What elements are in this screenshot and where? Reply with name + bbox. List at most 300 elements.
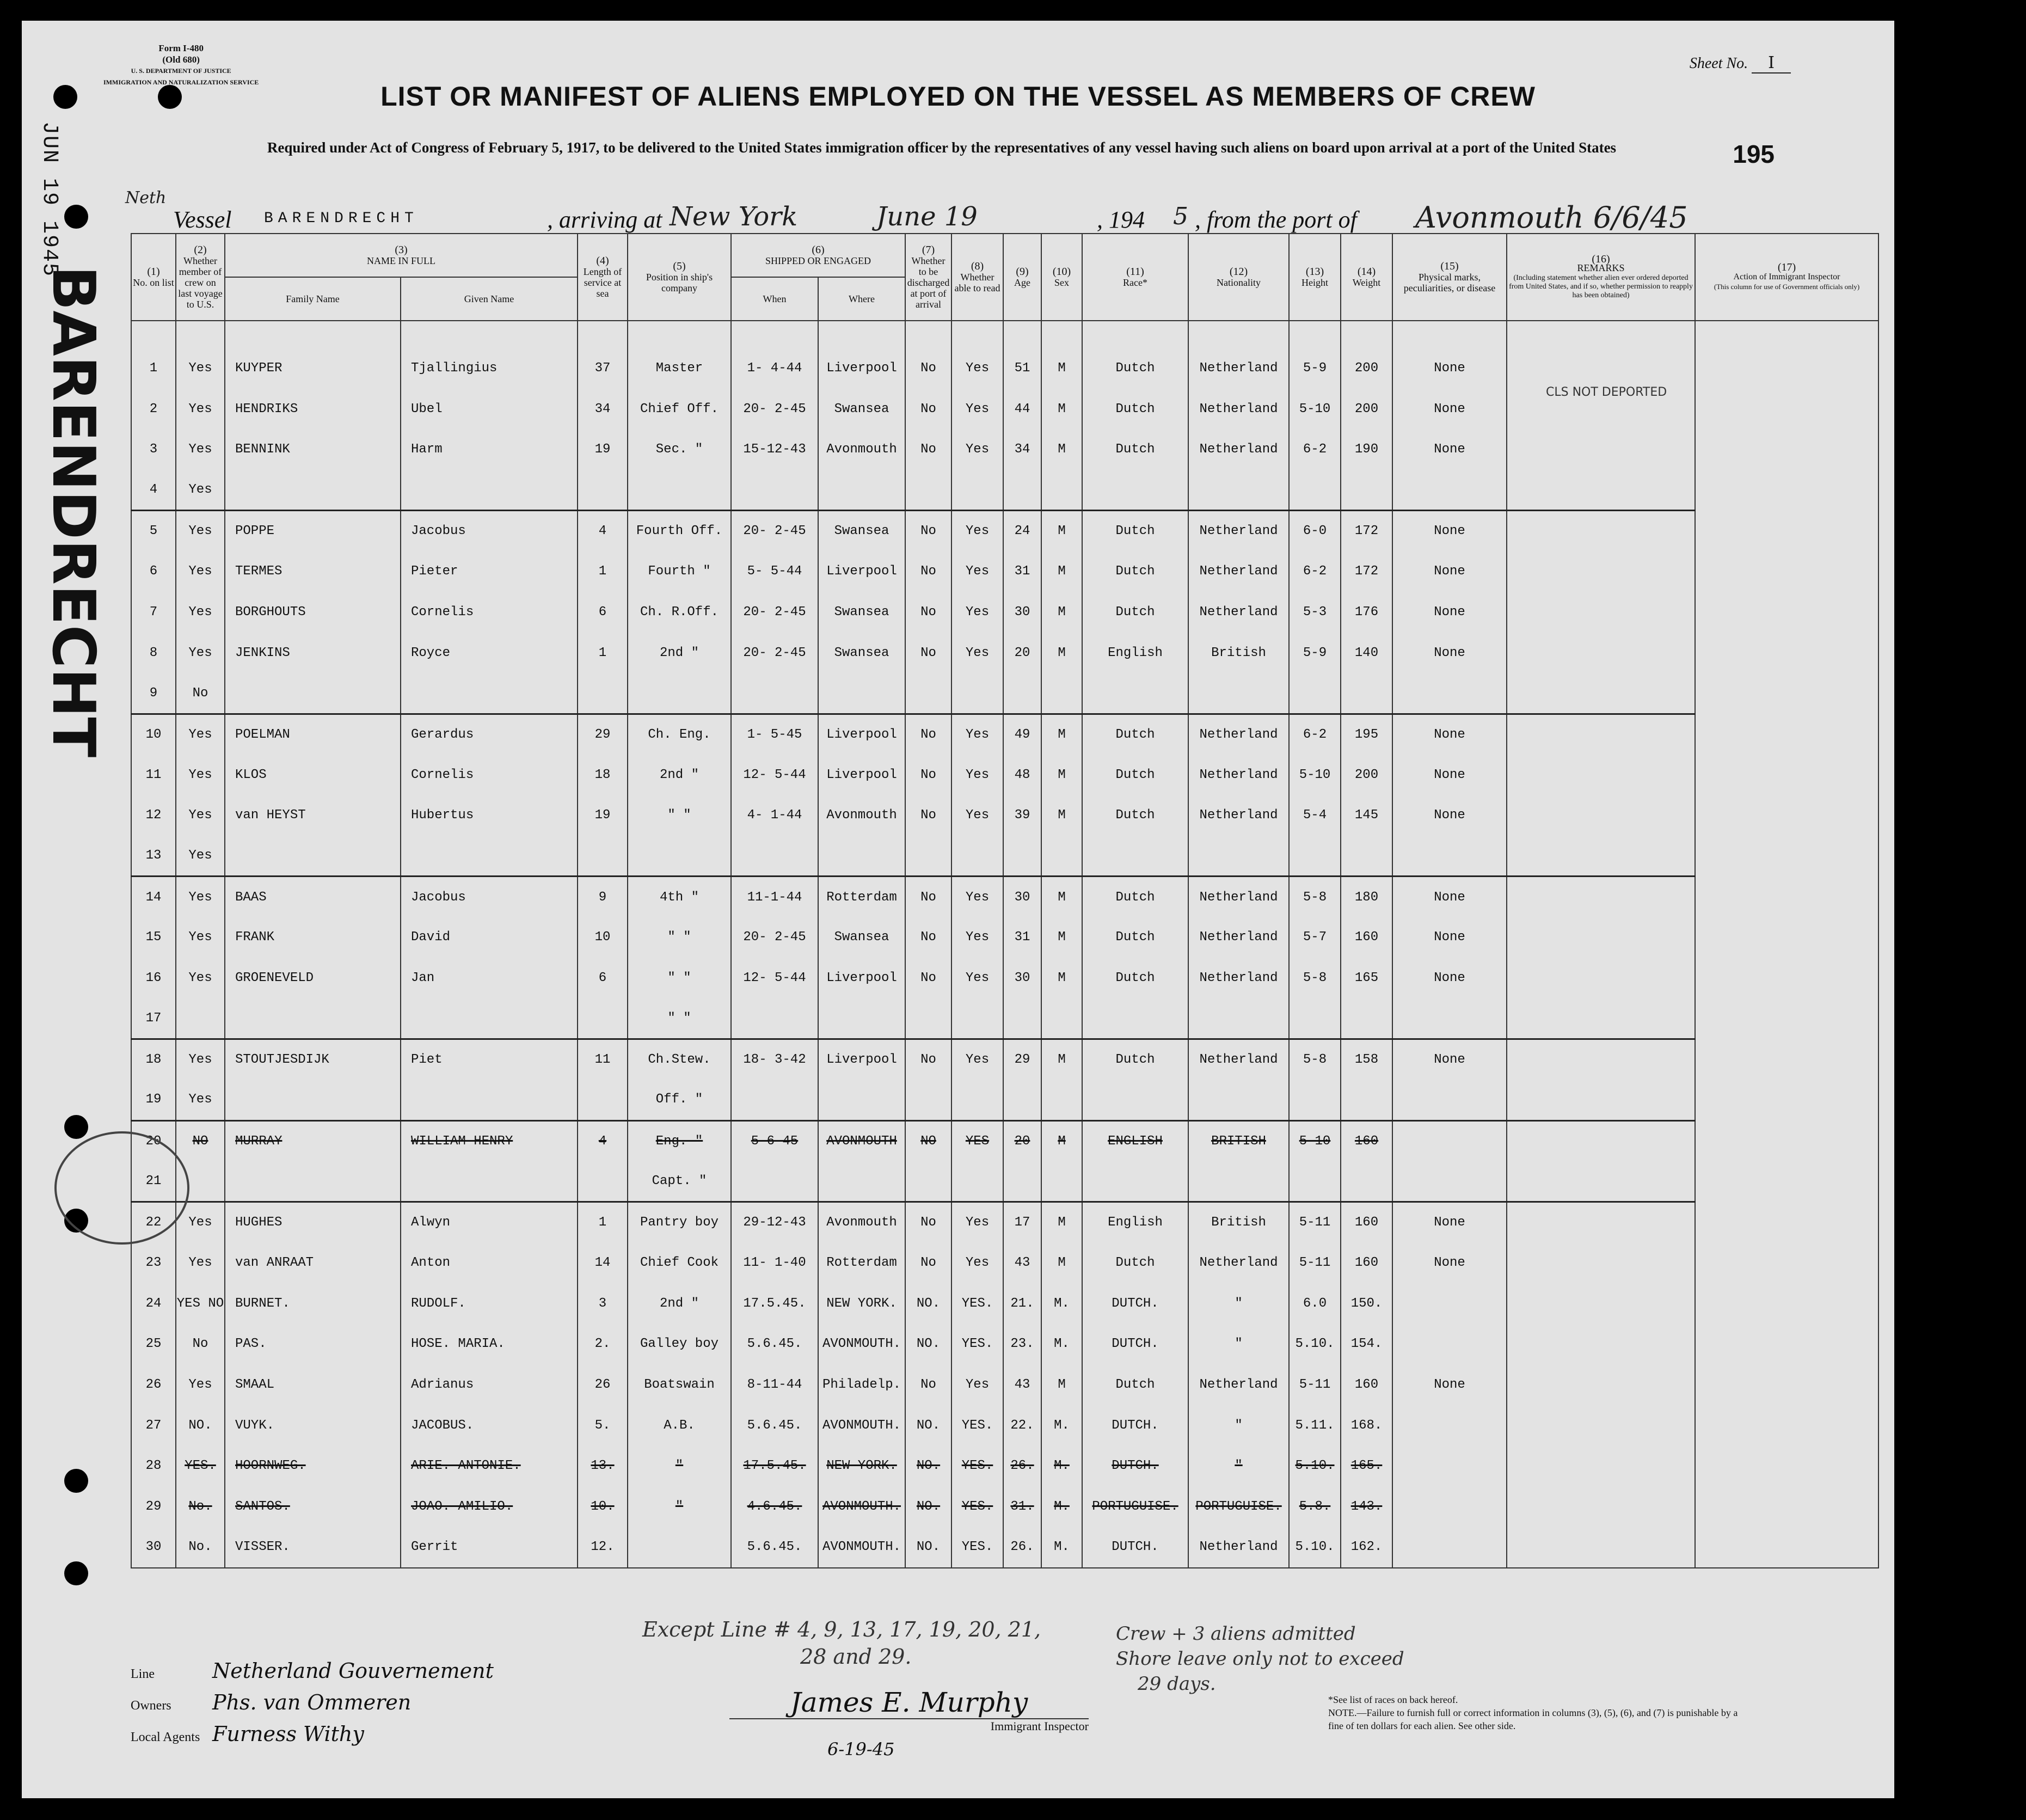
service-length — [578, 1161, 628, 1202]
height: 5-4 — [1289, 795, 1341, 836]
service-length — [578, 470, 628, 511]
prev-voyage: NO — [176, 1120, 225, 1161]
inspector-action-cell — [1695, 958, 1878, 998]
service-length: 13. — [578, 1446, 628, 1487]
sex — [1041, 998, 1082, 1039]
race: Dutch — [1082, 1364, 1188, 1405]
shipped-when: 20- 2-45 — [731, 389, 818, 430]
row-number: 14 — [131, 877, 176, 917]
physical-marks — [1392, 1405, 1507, 1446]
document-subtitle: Required under Act of Congress of February 5, 1917, to be delivered to the United States immigration officer by the representatives of any vessel having such aliens on board upon arrival at a port of the United States — [267, 139, 1617, 156]
sex: M — [1041, 1039, 1082, 1080]
nationality: Netherland — [1188, 1527, 1289, 1568]
prev-voyage: Yes — [176, 877, 225, 917]
age: 31. — [1003, 1486, 1041, 1527]
col-header-family-name: Family Name — [225, 277, 401, 321]
family-name — [225, 470, 401, 511]
discharged — [905, 673, 951, 714]
col-header-no: (1) No. on list — [131, 234, 176, 321]
family-name: BAAS — [225, 877, 401, 917]
race: DUTCH. — [1082, 1283, 1188, 1324]
race: Dutch — [1082, 429, 1188, 470]
physical-marks: None — [1392, 511, 1507, 551]
family-name: HENDRIKS — [225, 389, 401, 430]
table-row — [131, 633, 1878, 673]
table-row — [131, 917, 1878, 958]
vessel-name: BARENDRECHT — [264, 210, 419, 227]
table-row — [131, 1161, 1878, 1202]
prev-voyage: Yes — [176, 633, 225, 673]
discharged: NO. — [905, 1446, 951, 1487]
table-row — [131, 1283, 1878, 1324]
race: Dutch — [1082, 389, 1188, 430]
row-number: 21 — [131, 1161, 176, 1202]
row-number: 3 — [131, 429, 176, 470]
weight: 200 — [1341, 389, 1392, 430]
given-name: Tjallingius — [401, 348, 578, 389]
remarks-cell — [1507, 917, 1695, 958]
discharged: NO. — [905, 1527, 951, 1568]
inspector-action-cell — [1695, 1039, 1878, 1080]
position: Chief Cook — [628, 1242, 731, 1283]
given-name: Harm — [401, 429, 578, 470]
height: 6-2 — [1289, 714, 1341, 755]
discharged — [905, 836, 951, 877]
given-name: Gerrit — [401, 1527, 578, 1568]
weight: 158 — [1341, 1039, 1392, 1080]
height: 5.10. — [1289, 1527, 1341, 1568]
shipped-where: AVONMOUTH. — [818, 1527, 905, 1568]
able-to-read — [951, 998, 1003, 1039]
height: 5-8 — [1289, 1039, 1341, 1080]
given-name: Alwyn — [401, 1202, 578, 1242]
weight: 195 — [1341, 714, 1392, 755]
shipped-where: Rotterdam — [818, 1242, 905, 1283]
family-name: TERMES — [225, 551, 401, 592]
inspector-action-cell — [1695, 389, 1878, 430]
able-to-read: Yes — [951, 795, 1003, 836]
table-row — [131, 1486, 1878, 1527]
service-length: 2. — [578, 1324, 628, 1365]
physical-marks — [1392, 1446, 1507, 1487]
shipped-when: 5-6-45 — [731, 1120, 818, 1161]
shipped-when: 20- 2-45 — [731, 592, 818, 633]
col-header-sex: (10) Sex — [1041, 234, 1082, 321]
punch-hole — [64, 1561, 88, 1585]
department: U. S. DEPARTMENT OF JUSTICE — [131, 67, 231, 75]
discharged: NO. — [905, 1405, 951, 1446]
prev-voyage: Yes — [176, 429, 225, 470]
family-name: KUYPER — [225, 348, 401, 389]
shipped-where — [818, 836, 905, 877]
position: Galley boy — [628, 1324, 731, 1365]
family-name: FRANK — [225, 917, 401, 958]
sex: M. — [1041, 1405, 1082, 1446]
able-to-read: Yes — [951, 917, 1003, 958]
table-row — [131, 551, 1878, 592]
sex: M — [1041, 551, 1082, 592]
discharged: No — [905, 917, 951, 958]
service-length: 29 — [578, 714, 628, 755]
given-name: David — [401, 917, 578, 958]
remarks-cell — [1507, 673, 1695, 714]
row-number: 15 — [131, 917, 176, 958]
col-header-height: (13) Height — [1289, 234, 1341, 321]
table-row — [131, 1364, 1878, 1405]
weight — [1341, 836, 1392, 877]
inspector-action-cell — [1695, 1527, 1878, 1568]
able-to-read: Yes — [951, 755, 1003, 795]
nationality — [1188, 1161, 1289, 1202]
inspector-action-cell — [1695, 998, 1878, 1039]
physical-marks — [1392, 998, 1507, 1039]
discharged: No — [905, 877, 951, 917]
able-to-read: YES. — [951, 1324, 1003, 1365]
manifest-sheet — [22, 21, 1894, 1798]
position: " " — [628, 917, 731, 958]
able-to-read: Yes — [951, 633, 1003, 673]
shore-leave-note: Shore leave only not to exceed — [1116, 1648, 1404, 1670]
given-name — [401, 836, 578, 877]
height — [1289, 470, 1341, 511]
physical-marks: None — [1392, 429, 1507, 470]
sex: M. — [1041, 1527, 1082, 1568]
discharged — [905, 998, 951, 1039]
discharged — [905, 470, 951, 511]
sex: M — [1041, 917, 1082, 958]
position — [628, 470, 731, 511]
nationality: Netherland — [1188, 795, 1289, 836]
able-to-read: YES. — [951, 1486, 1003, 1527]
shipped-when: 5.6.45. — [731, 1324, 818, 1365]
age — [1003, 673, 1041, 714]
row-number: 18 — [131, 1039, 176, 1080]
race: PORTUGUISE. — [1082, 1486, 1188, 1527]
prev-voyage: YES NO — [176, 1283, 225, 1324]
position: " " — [628, 958, 731, 998]
inspector-action-cell — [1695, 795, 1878, 836]
table-row — [131, 1324, 1878, 1365]
given-name — [401, 673, 578, 714]
inspector-action-cell — [1695, 1486, 1878, 1527]
nationality: " — [1188, 1405, 1289, 1446]
remarks-cell — [1507, 1242, 1695, 1283]
shipped-where — [818, 1161, 905, 1202]
table-row — [131, 795, 1878, 836]
table-row — [131, 1527, 1878, 1568]
able-to-read — [951, 836, 1003, 877]
family-name — [225, 836, 401, 877]
owners-label: Owners — [131, 1699, 171, 1713]
family-name: STOUTJESDIJK — [225, 1039, 401, 1080]
shipped-where: Swansea — [818, 389, 905, 430]
inspector-action-cell — [1695, 592, 1878, 633]
age: 49 — [1003, 714, 1041, 755]
nationality: Netherland — [1188, 755, 1289, 795]
age: 26. — [1003, 1527, 1041, 1568]
position: " — [628, 1486, 731, 1527]
given-name — [401, 998, 578, 1039]
height: 5-9 — [1289, 633, 1341, 673]
inspector-action-cell — [1695, 1446, 1878, 1487]
shipped-when: 18- 3-42 — [731, 1039, 818, 1080]
nationality: Netherland — [1188, 511, 1289, 551]
remarks-cell — [1507, 795, 1695, 836]
sex: M — [1041, 1120, 1082, 1161]
age: 29 — [1003, 1039, 1041, 1080]
nationality: Netherland — [1188, 348, 1289, 389]
race: Dutch — [1082, 1039, 1188, 1080]
shipped-when: 12- 5-44 — [731, 958, 818, 998]
sex: M — [1041, 389, 1082, 430]
able-to-read — [951, 1080, 1003, 1120]
height — [1289, 673, 1341, 714]
position: Ch.Stew. — [628, 1039, 731, 1080]
row-number: 13 — [131, 836, 176, 877]
remarks-cell — [1507, 1080, 1695, 1120]
family-name: POPPE — [225, 511, 401, 551]
height: 5-10 — [1289, 755, 1341, 795]
agents-value: Furness Withy — [212, 1722, 364, 1746]
discharged: No — [905, 633, 951, 673]
weight — [1341, 998, 1392, 1039]
row-number: 9 — [131, 673, 176, 714]
weight: 160 — [1341, 1364, 1392, 1405]
given-name: Jan — [401, 958, 578, 998]
days-note: 29 days. — [1138, 1673, 1216, 1695]
prev-voyage: Yes — [176, 389, 225, 430]
family-name: VISSER. — [225, 1527, 401, 1568]
physical-marks — [1392, 1527, 1507, 1568]
nationality: Netherland — [1188, 714, 1289, 755]
col-header-prev-voyage: (2) Whether member of crew on last voyage to U.S. — [176, 234, 225, 321]
shipped-when: 1- 4-44 — [731, 348, 818, 389]
shipped-when: 29-12-43 — [731, 1202, 818, 1242]
page-number: 195 — [1733, 140, 1775, 168]
remarks-cell — [1507, 1202, 1695, 1242]
remarks-cell — [1507, 1120, 1695, 1161]
nationality: Netherland — [1188, 877, 1289, 917]
race — [1082, 1161, 1188, 1202]
given-name: Ubel — [401, 389, 578, 430]
remarks-cell — [1507, 714, 1695, 755]
physical-marks: None — [1392, 1364, 1507, 1405]
given-name — [401, 1080, 578, 1120]
col-header-weight: (14) Weight — [1341, 234, 1392, 321]
weight: 143. — [1341, 1486, 1392, 1527]
shipped-where: AVONMOUTH. — [818, 1486, 905, 1527]
punch-hole — [64, 1469, 88, 1493]
prev-voyage: Yes — [176, 592, 225, 633]
position: Boatswain — [628, 1364, 731, 1405]
able-to-read: Yes — [951, 714, 1003, 755]
nationality: Netherland — [1188, 592, 1289, 633]
physical-marks: None — [1392, 877, 1507, 917]
able-to-read: Yes — [951, 592, 1003, 633]
shipped-where: Swansea — [818, 917, 905, 958]
nationality: Netherland — [1188, 551, 1289, 592]
weight: 150. — [1341, 1283, 1392, 1324]
row-number: 4 — [131, 470, 176, 511]
admission-note — [1116, 1621, 1404, 1696]
height — [1289, 836, 1341, 877]
sex: M — [1041, 592, 1082, 633]
service-length: 19 — [578, 795, 628, 836]
race: Dutch — [1082, 348, 1188, 389]
able-to-read — [951, 1161, 1003, 1202]
remarks-cell — [1507, 633, 1695, 673]
nationality: British — [1188, 633, 1289, 673]
family-name: SANTOS. — [225, 1486, 401, 1527]
family-name: VUYK. — [225, 1405, 401, 1446]
physical-marks: None — [1392, 1242, 1507, 1283]
able-to-read: Yes — [951, 958, 1003, 998]
remarks-cell — [1507, 1039, 1695, 1080]
remarks-cell — [1507, 1446, 1695, 1487]
service-length: 1 — [578, 633, 628, 673]
col-header-remarks: (16) REMARKS (Including statement whether alien ever ordered deported from United States, and if so, whether permission to reapply has been obtained) — [1507, 234, 1695, 321]
weight: 140 — [1341, 633, 1392, 673]
physical-marks: None — [1392, 755, 1507, 795]
sex: M — [1041, 714, 1082, 755]
remarks-cell — [1507, 1364, 1695, 1405]
physical-marks: None — [1392, 917, 1507, 958]
shipped-when: 5.6.45. — [731, 1527, 818, 1568]
col-header-read: (8) Whether able to read — [951, 234, 1003, 321]
prev-voyage: Yes — [176, 958, 225, 998]
given-name: Pieter — [401, 551, 578, 592]
table-row — [131, 1446, 1878, 1487]
inspector-action-cell — [1695, 348, 1878, 389]
position: Pantry boy — [628, 1202, 731, 1242]
shipped-where: Avonmouth — [818, 1202, 905, 1242]
prev-voyage: YES. — [176, 1446, 225, 1487]
shipped-where: Swansea — [818, 592, 905, 633]
row-number: 22 — [131, 1202, 176, 1242]
height: 5-3 — [1289, 592, 1341, 633]
family-name: HUGHES — [225, 1202, 401, 1242]
nationality — [1188, 1080, 1289, 1120]
able-to-read: Yes — [951, 348, 1003, 389]
age: 43 — [1003, 1242, 1041, 1283]
service-length: 10 — [578, 917, 628, 958]
discharged: No — [905, 1039, 951, 1080]
form-old-number: (Old 680) — [162, 54, 200, 65]
nationality: Netherland — [1188, 429, 1289, 470]
crew-manifest-table — [131, 233, 1879, 1590]
family-name: KLOS — [225, 755, 401, 795]
race: DUTCH. — [1082, 1405, 1188, 1446]
service-length: 10. — [578, 1486, 628, 1527]
discharged: No — [905, 714, 951, 755]
remarks-cell — [1507, 1161, 1695, 1202]
table-row — [131, 429, 1878, 470]
row-number: 1 — [131, 348, 176, 389]
height: 6-0 — [1289, 511, 1341, 551]
shipped-where: Liverpool — [818, 348, 905, 389]
shipped-when: 8-11-44 — [731, 1364, 818, 1405]
height: 5.8. — [1289, 1486, 1341, 1527]
vessel-flag: Neth — [125, 188, 167, 207]
arrival-date: June 19 — [876, 201, 978, 232]
shipped-when — [731, 673, 818, 714]
physical-marks — [1392, 470, 1507, 511]
weight: 200 — [1341, 755, 1392, 795]
physical-marks — [1392, 1283, 1507, 1324]
shipped-when: 11-1-44 — [731, 877, 818, 917]
position: " " — [628, 795, 731, 836]
given-name: Royce — [401, 633, 578, 673]
sex: M — [1041, 755, 1082, 795]
table-row — [131, 511, 1878, 551]
arriving-label: , arriving at — [547, 206, 662, 233]
service-length: 11 — [578, 1039, 628, 1080]
family-name — [225, 673, 401, 714]
age: 30 — [1003, 877, 1041, 917]
prev-voyage: Yes — [176, 1080, 225, 1120]
weight: 180 — [1341, 877, 1392, 917]
row-number: 8 — [131, 633, 176, 673]
col-header-nationality: (12) Nationality — [1188, 234, 1289, 321]
col-header-given-name: Given Name — [401, 277, 578, 321]
age: 43 — [1003, 1364, 1041, 1405]
remarks-cell — [1507, 470, 1695, 511]
age — [1003, 998, 1041, 1039]
admitted-note: Crew + 3 aliens admitted — [1116, 1623, 1356, 1645]
physical-marks: None — [1392, 714, 1507, 755]
col-header-when: When — [731, 277, 818, 321]
shipped-when: 11- 1-40 — [731, 1242, 818, 1283]
from-label: , from the port of — [1195, 206, 1357, 233]
weight: 162. — [1341, 1527, 1392, 1568]
prev-voyage: Yes — [176, 348, 225, 389]
inspector-date: 6-19-45 — [827, 1739, 895, 1760]
given-name: Jacobus — [401, 877, 578, 917]
line-value: Netherland Gouvernement — [212, 1659, 494, 1683]
given-name: RUDOLF. — [401, 1283, 578, 1324]
inspector-action-cell — [1695, 633, 1878, 673]
row-number: 20 — [131, 1120, 176, 1161]
races-footnote: *See list of races on back hereof. — [1328, 1694, 1458, 1705]
shipped-where: Liverpool — [818, 958, 905, 998]
height: 5-8 — [1289, 877, 1341, 917]
weight: 165. — [1341, 1446, 1392, 1487]
nationality — [1188, 470, 1289, 511]
physical-marks — [1392, 1324, 1507, 1365]
given-name: Cornelis — [401, 755, 578, 795]
discharged: No — [905, 551, 951, 592]
race: Dutch — [1082, 1242, 1188, 1283]
able-to-read — [951, 470, 1003, 511]
inspector-block — [729, 1687, 1089, 1760]
prev-voyage: Yes — [176, 1039, 225, 1080]
given-name: Jacobus — [401, 511, 578, 551]
able-to-read: YES. — [951, 1527, 1003, 1568]
row-number: 17 — [131, 998, 176, 1039]
inspector-action-cell — [1695, 673, 1878, 714]
shipped-where: NEW YORK. — [818, 1283, 905, 1324]
age: 17 — [1003, 1202, 1041, 1242]
prev-voyage: Yes — [176, 1364, 225, 1405]
sex: M. — [1041, 1324, 1082, 1365]
position: Ch. R.Off. — [628, 592, 731, 633]
weight: 165 — [1341, 958, 1392, 998]
prev-voyage: Yes — [176, 795, 225, 836]
remarks-cell — [1507, 511, 1695, 551]
inspector-signature: James E. Murphy — [729, 1687, 1089, 1719]
service-length: 19 — [578, 429, 628, 470]
position: A.B. — [628, 1405, 731, 1446]
